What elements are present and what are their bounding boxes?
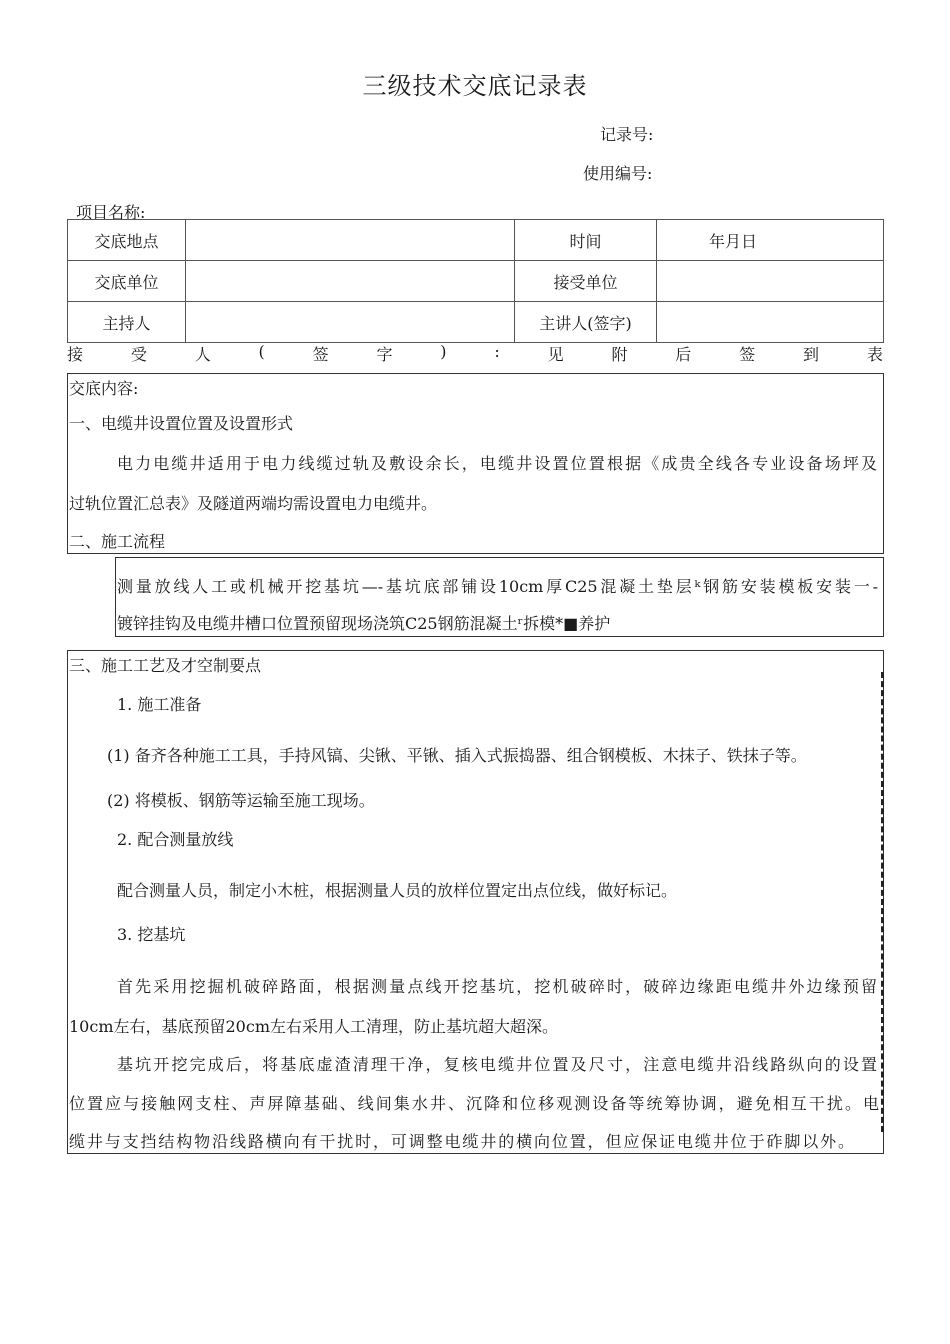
section-3-title: 三、施工工艺及才空制要点 (69, 656, 262, 675)
process-box (67, 650, 884, 1154)
item-1-2-text: (2) 将模板、钢筋等运输至施工现场。 (107, 791, 375, 810)
receiver-char: 签 (312, 345, 329, 364)
host-label: 主持人 (68, 302, 186, 343)
receiver-char: 字 (376, 345, 393, 364)
item-3-title: 3. 挖基坑 (117, 925, 186, 944)
receiver-signature-line (67, 342, 883, 365)
receiver-char: : (494, 342, 500, 361)
item-3-paragraph-line: 位置应与接触网支柱、声屏障基础、线间集水井、沉降和位移观测设备等统筹协调，避免相互干扰。电 (69, 1094, 879, 1113)
content-heading: 交底内容: (69, 379, 139, 398)
receiver-char: 签 (739, 345, 756, 364)
item-2-text: 配合测量人员，制定小木桩，根据测量人员的放样位置定出点位线，做好标记。 (117, 881, 678, 900)
receiver-char: 受 (130, 345, 147, 364)
project-name-label: 项目名称: (76, 203, 146, 222)
table-row (68, 220, 884, 261)
section-1-title: 一、电缆井设置位置及设置形式 (69, 414, 294, 433)
item-3-paragraph-line: 缆井与支挡结构物沿线路横向有干扰时，可调整电缆井的横向位置，但应保证电缆井位于砟脚以外。 (69, 1132, 854, 1151)
receiver-char: 后 (675, 345, 692, 364)
section-1-paragraph-line: 过轨位置汇总表》及隧道两端均需设置电力电缆井。 (69, 494, 438, 513)
flow-line: 镀锌挂钩及电缆井槽口位置预留现场浇筑C25钢筋混凝土ʳ拆模*■养护 (117, 614, 611, 633)
receiver-char: 人 (194, 345, 211, 364)
receiver-char: 附 (611, 345, 628, 364)
location-label: 交底地点 (68, 220, 186, 261)
item-3-paragraph-line: 首先采用挖掘机破碎路面，根据测量点线开挖基坑，挖机破碎时，破碎边缘距电缆井外边缘预留 (117, 977, 877, 996)
time-label: 时间 (515, 220, 657, 261)
receiver-char: 表 (866, 345, 883, 364)
scan-edge-divider (881, 672, 884, 1132)
time-value[interactable]: 年月日 (657, 220, 884, 261)
item-3-paragraph-line: 基坑开挖完成后，将基底虚渣清理干净，复核电缆井位置及尺寸，注意电缆井沿线路纵向的设置 (117, 1055, 877, 1074)
receiver-char: 接 (67, 345, 84, 364)
speaker-label: 主讲人(签字) (515, 302, 657, 343)
record-number-label: 记录号: (600, 125, 654, 144)
receiving-unit-label: 接受单位 (515, 261, 657, 302)
item-2-title: 2. 配合测量放线 (117, 830, 234, 849)
location-value[interactable] (186, 220, 515, 261)
receiver-char: ) (440, 342, 447, 361)
receiving-unit-value[interactable] (657, 261, 884, 302)
receiver-char: ( (258, 342, 265, 361)
issuing-unit-label: 交底单位 (68, 261, 186, 302)
section-2-title: 二、施工流程 (69, 532, 166, 551)
flow-line: 测量放线人工或机械开挖基坑—-基坑底部铺设10cm厚C25混凝土垫层ᵏ钢筋安装模板安装一- (117, 577, 878, 596)
item-1-1-text: (1) 备齐各种施工工具，手持风镐、尖锹、平锹、插入式振捣器、组合钢模板、木抹子、铁抹子等。 (107, 746, 807, 765)
receiver-char: 见 (547, 345, 564, 364)
speaker-signature-value[interactable] (657, 302, 884, 343)
table-row (68, 302, 884, 343)
use-number-label: 使用编号: (583, 164, 653, 183)
item-3-paragraph-line: 10cm左右，基底预留20cm左右采用人工清理，防止基坑超大超深。 (69, 1017, 558, 1036)
info-table (67, 219, 884, 343)
issuing-unit-value[interactable] (186, 261, 515, 302)
receiver-char: 到 (802, 345, 819, 364)
table-row (68, 261, 884, 302)
section-1-paragraph-line: 电力电缆井适用于电力线缆过轨及敷设余长，电缆井设置位置根据《成贵全线各专业设备场坪及 (117, 454, 877, 473)
host-value[interactable] (186, 302, 515, 343)
item-1-title: 1. 施工准备 (117, 695, 202, 714)
page-title: 三级技术交底记录表 (362, 72, 588, 100)
